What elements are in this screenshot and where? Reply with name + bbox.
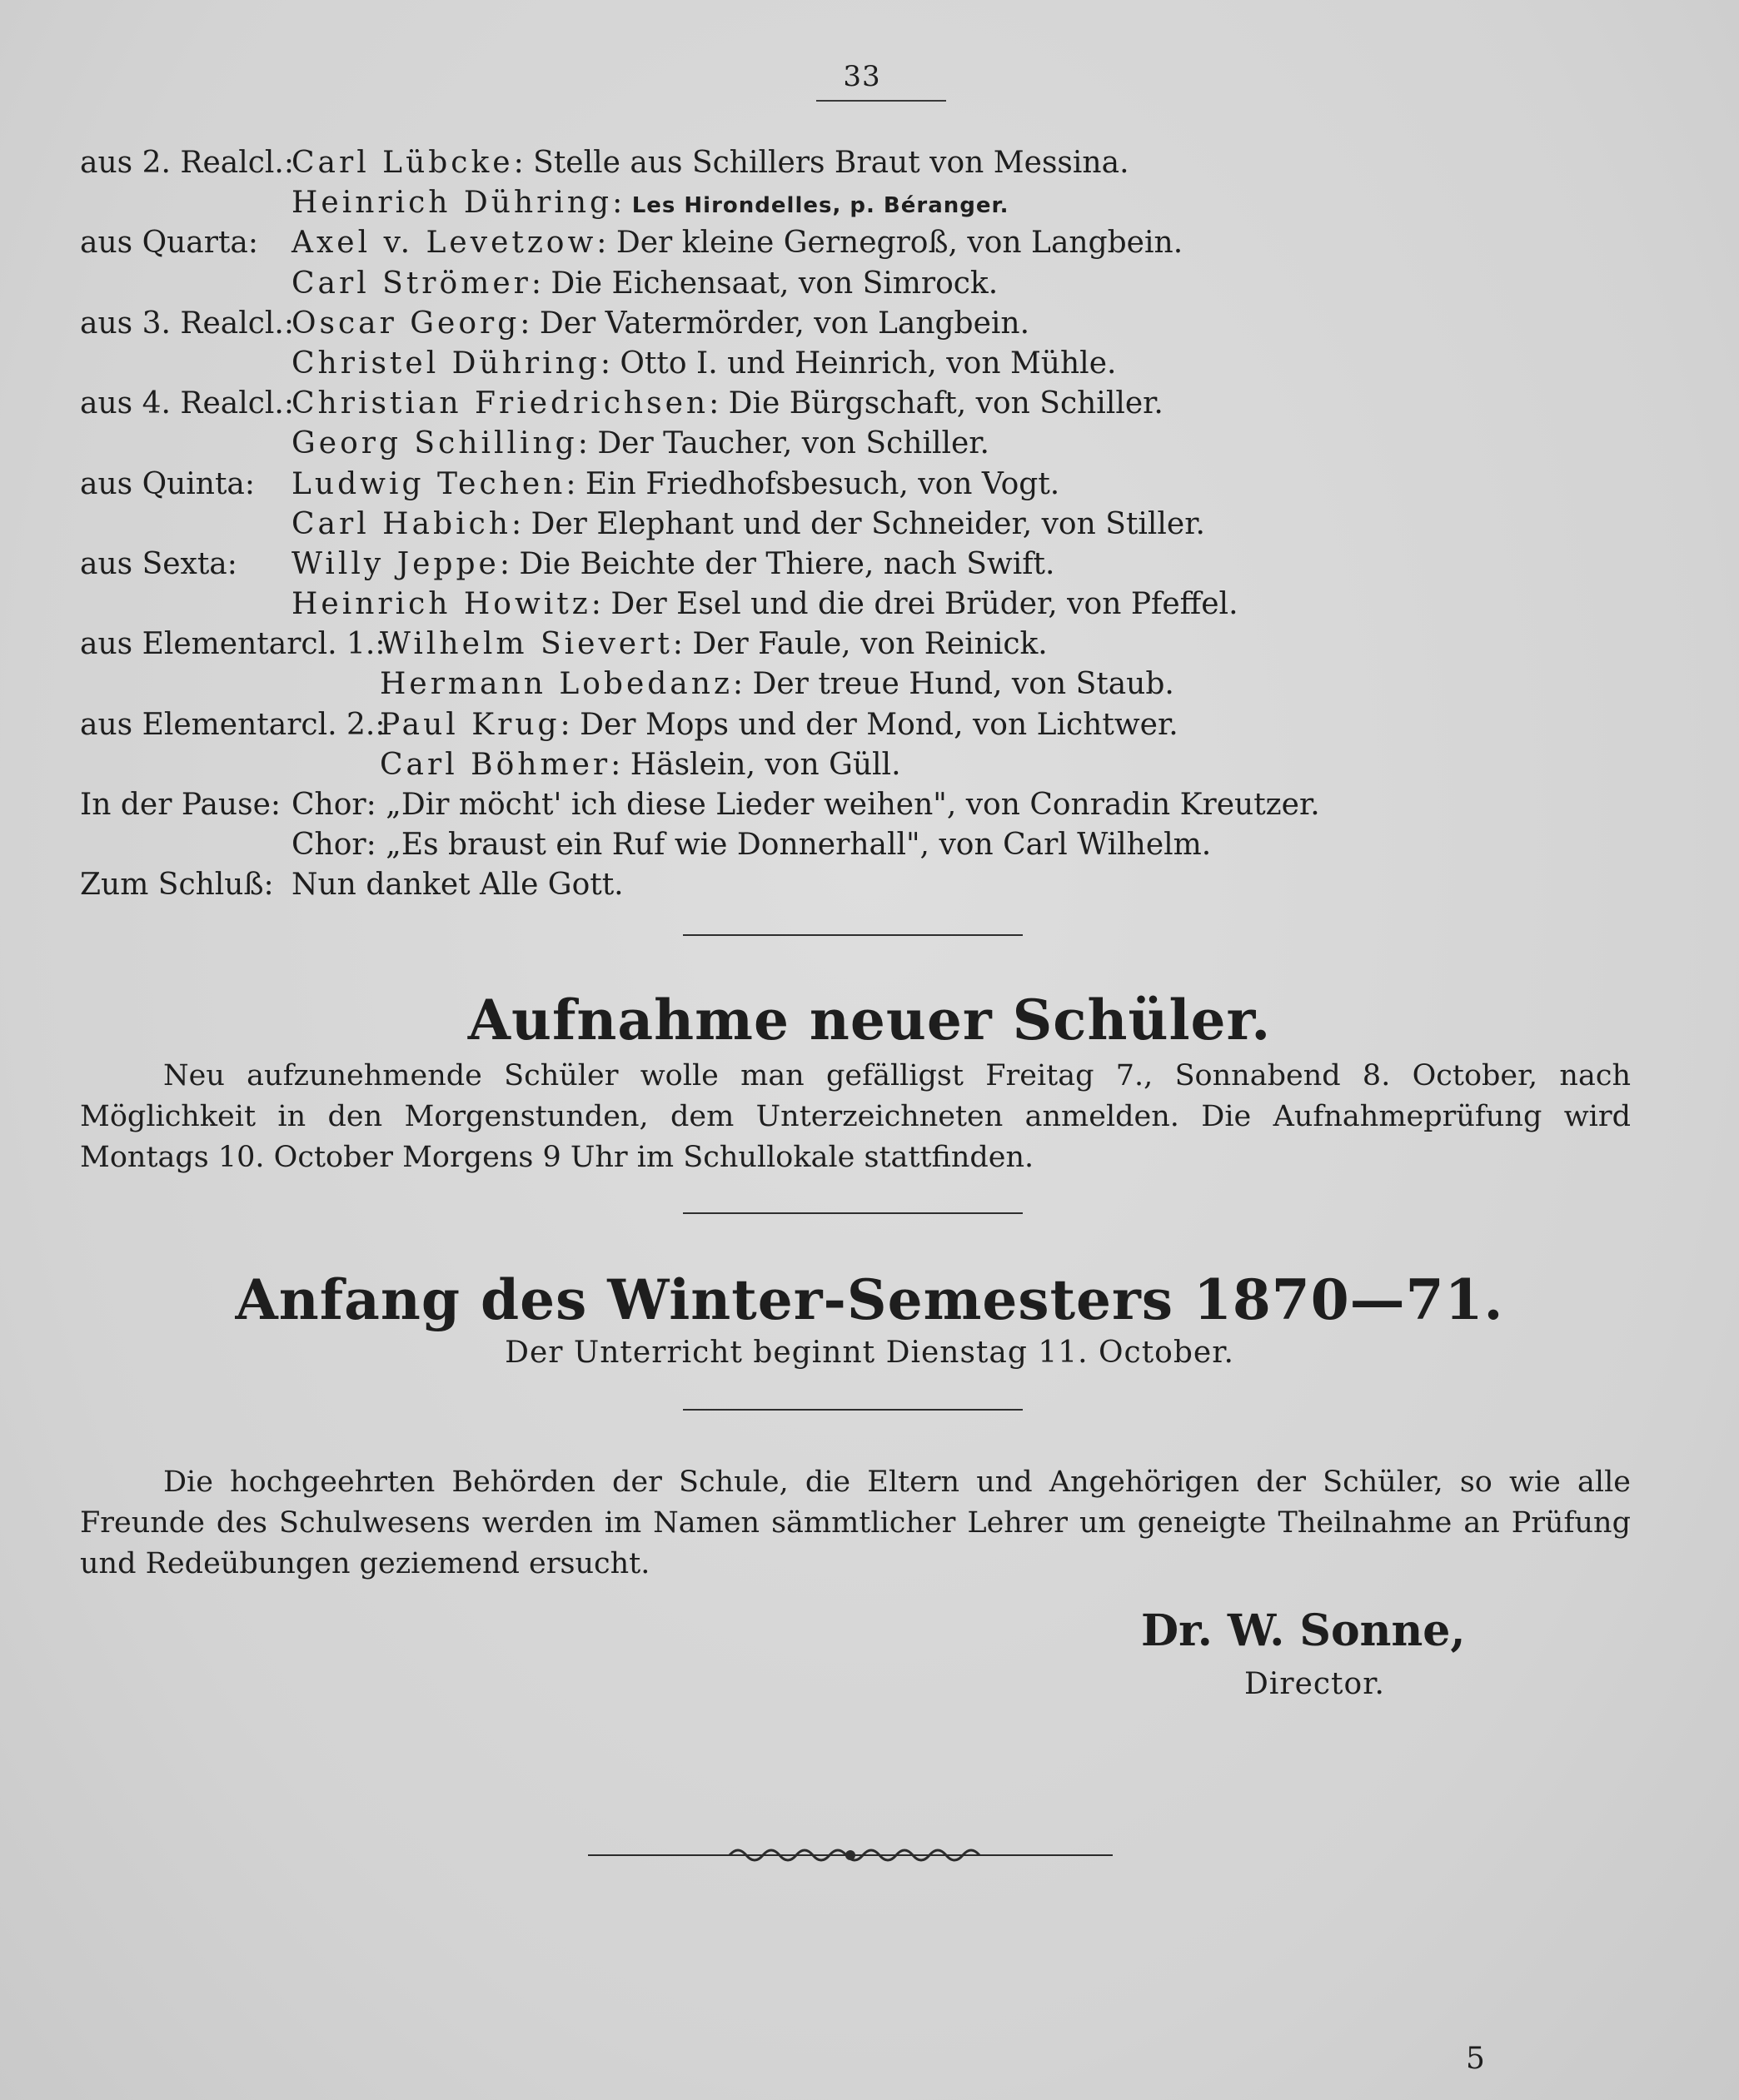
piece-title: Der Vatermörder, von Langbein. xyxy=(539,306,1030,341)
piece-title: Häslein, von Güll. xyxy=(630,747,901,782)
piece-title: Stelle aus Schillers Braut von Messina. xyxy=(533,146,1129,180)
ornament-divider xyxy=(588,1839,1113,1872)
program-row xyxy=(80,585,1379,625)
piece-title: Der Mops und der Mond, von Lichtwer. xyxy=(580,707,1178,742)
program-row xyxy=(80,625,1379,664)
program-row xyxy=(80,465,1379,505)
separator: : xyxy=(566,466,585,501)
program-class-label: aus 3. Realcl.: xyxy=(80,306,294,341)
program-class-label: aus Quarta: xyxy=(80,226,258,261)
program-performance xyxy=(291,465,1059,507)
piece-title: Nun danket Alle Gott. xyxy=(291,868,624,903)
separator: : xyxy=(499,546,520,581)
piece-title: Chor: „Dir möcht' ich diese Lieder weihen", von Conradin Kreutzer. xyxy=(291,788,1320,822)
program-row xyxy=(80,545,1379,585)
program-class-label: aus Quinta: xyxy=(80,466,256,501)
piece-title: Der Faule, von Reinick. xyxy=(692,627,1048,662)
program-performance xyxy=(291,223,1183,266)
program-class-label: aus 2. Realcl.: xyxy=(80,146,294,180)
piece-title: Die Eichensaat, von Simrock. xyxy=(551,266,999,301)
program-row xyxy=(80,664,1379,704)
separator: : xyxy=(513,146,534,180)
performer-name: Hermann Lobedanz xyxy=(380,667,733,702)
separator: : xyxy=(600,346,620,381)
signature-title: Director. xyxy=(1244,1667,1385,1701)
separator: : xyxy=(560,707,580,742)
program-class-label: aus Elementarcl. 2.: xyxy=(80,707,386,742)
piece-title: Die Beichte der Thiere, nach Swift. xyxy=(519,546,1055,581)
piece-title: Otto I. und Heinrich, von Mühle. xyxy=(620,346,1117,381)
program-class-label: aus Sexta: xyxy=(80,546,237,581)
performer-name: Christel Dühring xyxy=(291,346,600,381)
semester-heading: Anfang des Winter-Semesters 1870—71. xyxy=(235,1267,1504,1332)
program-list xyxy=(80,143,1379,906)
separator: : xyxy=(596,226,616,261)
program-class-label: In der Pause: xyxy=(80,788,282,822)
performer-name: Carl Habich xyxy=(291,506,511,541)
admission-heading: Aufnahme neuer Schüler. xyxy=(467,988,1272,1052)
separator: : xyxy=(520,306,540,341)
program-row xyxy=(80,344,1379,384)
program-performance xyxy=(291,785,1320,828)
program-row xyxy=(80,384,1379,424)
separator: : xyxy=(531,266,551,301)
performer-name: Carl Lübcke xyxy=(291,146,514,180)
admission-paragraph: Neu aufzunehmende Schüler wolle man gefälligst Freitag 7., Sonnabend 8. October, nach Möglichkeit in den Morgenstunden, dem Unterzeichneten anmelden. Die Aufnahmeprüfung wird Montags 10. October Morgens 9 Uhr im Schullokale stattfinden. xyxy=(80,1059,1631,1174)
program-performance xyxy=(380,625,1048,667)
separator: : xyxy=(732,667,753,702)
program-performance xyxy=(291,865,624,908)
section-divider xyxy=(683,1212,1023,1214)
piece-title: Chor: „Es braust ein Ruf wie Donnerhall", von Carl Wilhelm. xyxy=(291,828,1212,863)
piece-title: Ein Friedhofsbesuch, von Vogt. xyxy=(585,466,1060,501)
program-row xyxy=(80,304,1379,344)
page-number-rule xyxy=(816,100,946,102)
program-row xyxy=(80,785,1379,825)
program-row xyxy=(80,223,1379,263)
section-divider xyxy=(683,1409,1023,1411)
performer-name: Willy Jeppe xyxy=(291,546,500,581)
program-performance xyxy=(291,264,998,306)
piece-title: Der kleine Gernegroß, von Langbein. xyxy=(615,226,1183,261)
program-performance xyxy=(291,545,1054,587)
performer-name: Wilhelm Sievert xyxy=(380,627,673,662)
semester-subtitle: Der Unterricht beginnt Dienstag 11. October. xyxy=(505,1336,1234,1370)
program-performance xyxy=(380,705,1178,748)
program-performance xyxy=(291,183,1009,226)
program-row xyxy=(80,183,1379,223)
program-class-label: aus Elementarcl. 1.: xyxy=(80,627,386,662)
performer-name: Paul Krug xyxy=(380,707,561,742)
program-performance xyxy=(380,664,1174,707)
program-performance xyxy=(291,384,1163,426)
program-class-label: aus 4. Realcl.: xyxy=(80,386,294,421)
performer-name: Ludwig Techen xyxy=(291,466,566,501)
program-performance xyxy=(291,424,989,466)
program-row xyxy=(80,745,1379,785)
program-performance xyxy=(291,344,1116,386)
separator: : xyxy=(590,587,611,622)
separator: : xyxy=(577,426,598,461)
page-number: 33 xyxy=(843,60,881,93)
piece-title: Der Taucher, von Schiller. xyxy=(597,426,989,461)
performer-name: Heinrich Dühring xyxy=(291,186,613,221)
separator: : xyxy=(709,386,729,421)
program-row xyxy=(80,424,1379,464)
performer-name: Carl Böhmer xyxy=(380,747,611,782)
piece-title: Der treue Hund, von Staub. xyxy=(752,667,1174,702)
performer-name: Georg Schilling xyxy=(291,426,578,461)
separator: : xyxy=(511,506,531,541)
performer-name: Oscar Georg xyxy=(291,306,521,341)
sheet-number: 5 xyxy=(1466,2042,1485,2076)
performer-name: Carl Strömer xyxy=(291,266,531,301)
program-class-label: Zum Schluß: xyxy=(80,868,274,903)
piece-title: Der Esel und die drei Brüder, von Pfeffel. xyxy=(610,587,1238,622)
invitation-paragraph: Die hochgeehrten Behörden der Schule, die Eltern und Angehörigen der Schüler, so wie alle Freunde des Schulwesens werden im Namen sämmtlicher Lehrer um geneigte Theilnahme an Prüfung und Redeübungen geziemend ersucht. xyxy=(80,1466,1631,1580)
program-row xyxy=(80,505,1379,545)
piece-title-french: Les Hirondelles, p. Béranger. xyxy=(631,193,1009,219)
program-row xyxy=(80,264,1379,304)
program-row xyxy=(80,825,1379,865)
program-performance xyxy=(291,505,1205,547)
program-performance xyxy=(291,143,1129,186)
performer-name: Heinrich Howitz xyxy=(291,587,591,622)
separator: : xyxy=(672,627,693,662)
separator: : xyxy=(610,747,630,782)
program-performance xyxy=(380,745,901,788)
program-row xyxy=(80,865,1379,905)
piece-title: Die Bürgschaft, von Schiller. xyxy=(728,386,1163,421)
program-performance xyxy=(291,825,1211,868)
signature-name: Dr. W. Sonne, xyxy=(1141,1605,1466,1656)
program-performance xyxy=(291,304,1029,346)
piece-title: Der Elephant und der Schneider, von Stiller. xyxy=(531,506,1205,541)
performer-name: Axel v. Levetzow xyxy=(291,226,597,261)
program-row xyxy=(80,143,1379,183)
section-divider xyxy=(683,934,1023,936)
program-performance xyxy=(291,585,1238,627)
separator: : xyxy=(612,186,632,221)
program-row xyxy=(80,705,1379,745)
performer-name: Christian Friedrichsen xyxy=(291,386,710,421)
